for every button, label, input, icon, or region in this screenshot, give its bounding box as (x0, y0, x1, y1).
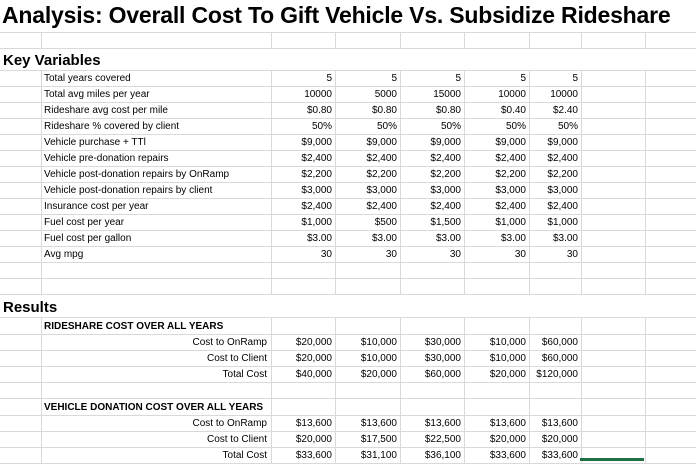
blank-row[interactable] (0, 383, 696, 399)
rideshare-value-cell[interactable]: $20,000 (360, 369, 397, 380)
key-variable-row-label: Vehicle purchase + TTl (44, 137, 146, 148)
key-variable-value-cell[interactable]: 30 (449, 249, 461, 260)
key-variable-value-cell[interactable]: $3.00 (371, 233, 397, 244)
key-variable-value-cell[interactable]: $2,400 (495, 153, 526, 164)
donation-heading: VEHICLE DONATION COST OVER ALL YEARS (44, 402, 264, 413)
key-variable-value-cell[interactable]: $500 (374, 217, 397, 228)
key-variable-value-cell[interactable]: $0.40 (500, 105, 526, 116)
key-variable-row-label: Total avg miles per year (44, 89, 150, 100)
key-variable-value-cell[interactable]: 50% (505, 121, 526, 132)
donation-value-cell[interactable]: $13,600 (295, 418, 332, 429)
key-variable-value-cell[interactable]: $3.00 (552, 233, 578, 244)
rideshare-value-cell[interactable]: $120,000 (536, 369, 578, 380)
donation-value-cell[interactable]: $13,600 (424, 418, 461, 429)
key-variable-value-cell[interactable]: $1,000 (547, 217, 578, 228)
rideshare-value-cell[interactable]: $10,000 (360, 337, 397, 348)
key-variable-value-cell[interactable]: 5 (455, 73, 461, 84)
rideshare-value-cell[interactable]: $10,000 (360, 353, 397, 364)
key-variable-value-cell[interactable]: $3.00 (500, 233, 526, 244)
rideshare-value-cell[interactable]: $30,000 (424, 353, 461, 364)
key-variable-row[interactable] (0, 199, 696, 215)
key-variable-value-cell[interactable]: $9,000 (366, 137, 397, 148)
donation-value-cell[interactable]: $20,000 (295, 434, 332, 445)
key-variable-value-cell[interactable]: 30 (320, 249, 332, 260)
rideshare-value-cell[interactable]: $60,000 (541, 337, 578, 348)
key-variable-row-label: Avg mpg (44, 249, 84, 260)
key-variable-value-cell[interactable]: 5 (520, 73, 526, 84)
key-variable-value-cell[interactable]: 50% (311, 121, 332, 132)
donation-value-cell[interactable]: $33,600 (541, 450, 578, 461)
key-variable-row[interactable] (0, 215, 696, 231)
rideshare-value-cell[interactable]: $20,000 (295, 353, 332, 364)
key-variable-value-cell[interactable]: $3,000 (547, 185, 578, 196)
rideshare-value-cell[interactable]: $20,000 (489, 369, 526, 380)
key-variable-row[interactable] (0, 167, 696, 183)
key-variable-value-cell[interactable]: $2,200 (301, 169, 332, 180)
donation-heading-row[interactable] (0, 399, 696, 416)
rideshare-row[interactable] (0, 351, 696, 367)
key-variable-value-cell[interactable]: 30 (566, 249, 578, 260)
key-variable-value-cell[interactable]: $0.80 (435, 105, 461, 116)
key-variable-row-label: Fuel cost per year (44, 217, 125, 228)
key-variable-value-cell[interactable]: $3,000 (495, 185, 526, 196)
key-variable-value-cell[interactable]: $9,000 (547, 137, 578, 148)
key-variables-heading: Key Variables (3, 52, 101, 69)
key-variable-row-label: Vehicle pre-donation repairs (44, 153, 169, 164)
key-variable-row-label: Vehicle post-donation repairs by OnRamp (44, 169, 230, 180)
key-variable-value-cell[interactable]: $3.00 (306, 233, 332, 244)
key-variable-row-label: Total years covered (44, 73, 131, 84)
donation-row-label: Cost to OnRamp (192, 418, 267, 429)
donation-value-cell[interactable]: $13,600 (360, 418, 397, 429)
blank-row[interactable] (0, 279, 696, 295)
key-variable-value-cell[interactable]: $2,400 (301, 153, 332, 164)
key-variable-row[interactable] (0, 71, 696, 87)
key-variable-value-cell[interactable]: $3,000 (366, 185, 397, 196)
donation-value-cell[interactable]: $13,600 (541, 418, 578, 429)
rideshare-value-cell[interactable]: $30,000 (424, 337, 461, 348)
donation-row-label: Cost to Client (206, 434, 267, 445)
key-variable-value-cell[interactable]: $3,000 (430, 185, 461, 196)
key-variable-value-cell[interactable]: 50% (440, 121, 461, 132)
key-variable-value-cell[interactable]: 15000 (433, 89, 461, 100)
key-variable-value-cell[interactable]: 5 (572, 73, 578, 84)
rideshare-row-label: Cost to OnRamp (192, 337, 267, 348)
rideshare-value-cell[interactable]: $10,000 (489, 353, 526, 364)
rideshare-value-cell[interactable]: $40,000 (295, 369, 332, 380)
key-variables-heading-row[interactable] (0, 49, 696, 71)
key-variable-value-cell[interactable]: 10000 (304, 89, 332, 100)
key-variable-value-cell[interactable]: $2,400 (366, 201, 397, 212)
key-variable-value-cell[interactable]: $2,400 (430, 201, 461, 212)
key-variable-value-cell[interactable]: $2,400 (547, 153, 578, 164)
donation-row[interactable] (0, 416, 696, 432)
key-variable-value-cell[interactable]: $2,200 (547, 169, 578, 180)
key-variable-row[interactable] (0, 87, 696, 103)
key-variable-row[interactable] (0, 135, 696, 151)
donation-row[interactable] (0, 432, 696, 448)
key-variable-value-cell[interactable]: $2,200 (366, 169, 397, 180)
key-variable-row[interactable] (0, 231, 696, 247)
key-variable-row-label: Insurance cost per year (44, 201, 149, 212)
blank-row[interactable] (0, 33, 696, 49)
key-variable-value-cell[interactable]: 10000 (550, 89, 578, 100)
key-variable-value-cell[interactable]: $2,400 (430, 153, 461, 164)
key-variable-value-cell[interactable]: $3.00 (435, 233, 461, 244)
key-variable-value-cell[interactable]: $2,400 (366, 153, 397, 164)
key-variable-value-cell[interactable]: 5000 (374, 89, 397, 100)
sheet-title: Analysis: Overall Cost To Gift Vehicle Vs. Subsidize Rideshare (2, 2, 671, 28)
donation-value-cell[interactable]: $33,600 (489, 450, 526, 461)
key-variable-value-cell[interactable]: $0.80 (371, 105, 397, 116)
blank-row[interactable] (0, 263, 696, 279)
donation-value-cell[interactable]: $22,500 (424, 434, 461, 445)
rideshare-row-label: Cost to Client (206, 353, 267, 364)
donation-value-cell[interactable]: $13,600 (489, 418, 526, 429)
rideshare-value-cell[interactable]: $10,000 (489, 337, 526, 348)
rideshare-row[interactable] (0, 367, 696, 383)
donation-value-cell[interactable]: $31,100 (360, 450, 397, 461)
rideshare-heading-row[interactable] (0, 318, 696, 335)
key-variable-row[interactable] (0, 103, 696, 119)
key-variable-value-cell[interactable]: $2,200 (495, 169, 526, 180)
rideshare-value-cell[interactable]: $60,000 (541, 353, 578, 364)
key-variable-value-cell[interactable]: $2,200 (430, 169, 461, 180)
key-variable-value-cell[interactable]: $2,400 (495, 201, 526, 212)
donation-row-label: Total Cost (222, 450, 267, 461)
rideshare-row[interactable] (0, 335, 696, 351)
key-variable-row[interactable] (0, 247, 696, 263)
key-variable-row-label: Rideshare avg cost per mile (44, 105, 168, 116)
rideshare-value-cell[interactable]: $20,000 (295, 337, 332, 348)
key-variable-row-label: Rideshare % covered by client (44, 121, 180, 132)
key-variable-value-cell[interactable]: 30 (385, 249, 397, 260)
donation-value-cell[interactable]: $20,000 (541, 434, 578, 445)
key-variable-value-cell[interactable]: 50% (376, 121, 397, 132)
donation-value-cell[interactable]: $36,100 (424, 450, 461, 461)
rideshare-value-cell[interactable]: $60,000 (424, 369, 461, 380)
key-variable-value-cell[interactable]: 30 (514, 249, 526, 260)
donation-value-cell[interactable]: $33,600 (295, 450, 332, 461)
key-variable-row[interactable] (0, 183, 696, 199)
key-variable-value-cell[interactable]: $2,400 (547, 201, 578, 212)
key-variable-value-cell[interactable]: $0.80 (306, 105, 332, 116)
key-variable-value-cell[interactable]: $3,000 (301, 185, 332, 196)
key-variable-row[interactable] (0, 151, 696, 167)
donation-row[interactable] (0, 448, 696, 464)
key-variable-value-cell[interactable]: $9,000 (301, 137, 332, 148)
results-heading-row[interactable] (0, 295, 696, 318)
key-variable-value-cell[interactable]: $1,000 (495, 217, 526, 228)
key-variable-value-cell[interactable]: $2.40 (552, 105, 578, 116)
key-variable-value-cell[interactable]: $9,000 (495, 137, 526, 148)
key-variable-row[interactable] (0, 119, 696, 135)
key-variable-value-cell[interactable]: 5 (326, 73, 332, 84)
selected-cell-indicator (580, 458, 644, 461)
title-row[interactable] (0, 0, 696, 33)
results-heading: Results (3, 299, 58, 316)
key-variable-value-cell[interactable]: $2,400 (301, 201, 332, 212)
key-variable-row-label: Fuel cost per gallon (44, 233, 132, 244)
key-variable-value-cell[interactable]: 10000 (498, 89, 526, 100)
key-variable-value-cell[interactable]: 50% (557, 121, 578, 132)
key-variable-value-cell[interactable]: 5 (391, 73, 397, 84)
key-variable-row-label: Vehicle post-donation repairs by client (44, 185, 213, 196)
rideshare-row-label: Total Cost (222, 369, 267, 380)
donation-value-cell[interactable]: $17,500 (360, 434, 397, 445)
donation-value-cell[interactable]: $20,000 (489, 434, 526, 445)
key-variable-value-cell[interactable]: $1,000 (301, 217, 332, 228)
key-variable-value-cell[interactable]: $9,000 (430, 137, 461, 148)
rideshare-heading: RIDESHARE COST OVER ALL YEARS (44, 321, 224, 332)
key-variable-value-cell[interactable]: $1,500 (430, 217, 461, 228)
